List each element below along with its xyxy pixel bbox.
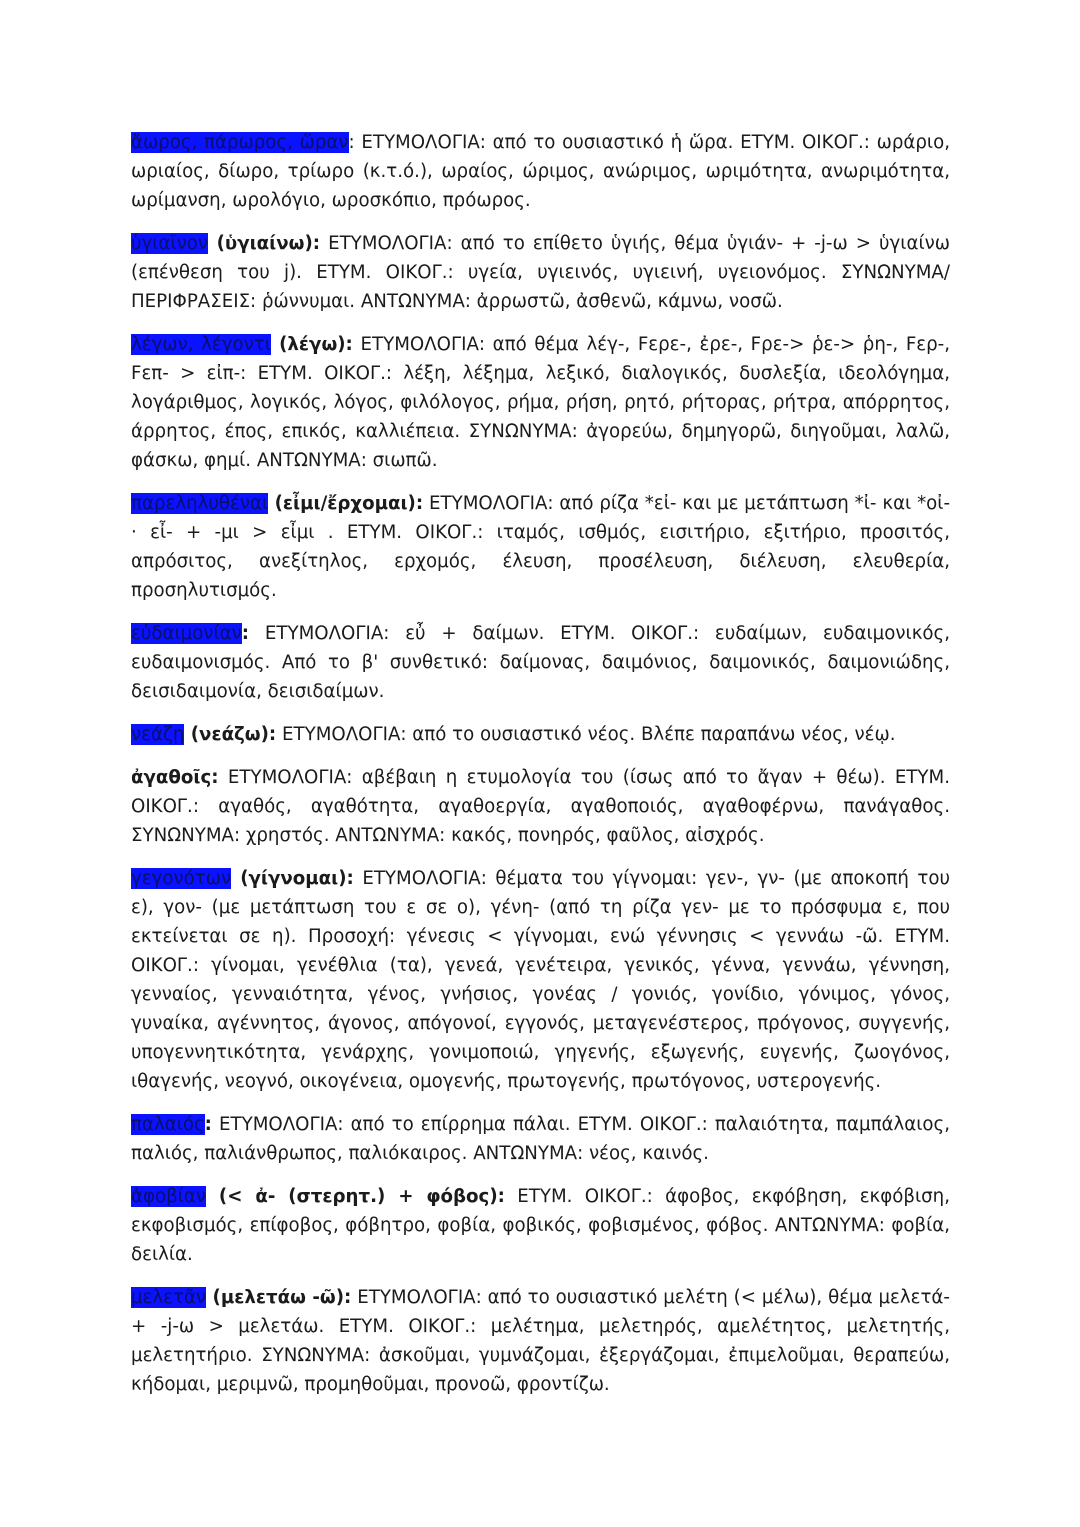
entry-aphobian (131, 1182, 950, 1269)
headword: παρεληλυθέναι (131, 493, 269, 514)
headword: ἀφοβίαν (131, 1186, 207, 1207)
headword: λέγων, λέγοντι (131, 334, 271, 355)
headword-base: (< ἀ- (στερητ.) + φόβος): (206, 1186, 505, 1207)
headword: μελετᾶν (131, 1287, 207, 1308)
entry-text: ΕΤΥΜΟΛΟΓΙΑ: θέματα του γίγνομαι: γεν-, γν- (με αποκοπή του ε), γον- (με μετάπτωση του ε σε ο), γένη- (από τη ρίζα γεν- με το πρόσφυμα ε, που εκτείνεται σε η). Προσοχή: γένεσις < γίγνομαι, ενώ γέννησις < γεννάω -ῶ. ΕΤΥΜ. ΟΙΚΟΓ.: γίνομαι, γενέθλια (τα), γενεά, γενέτειρα, γενικός, γέννα, γεννάω, γέννηση, γενναίος, γενναιότητα, γένος, γνήσιος, γονέας / γονιός, γονίδιο, γόνιμος, γόνος, γυναίκα, αγέννητος, άγονος, απόγονοί, εγγονός, μεταγενέστερος, πρόγονος, συγγενής, υπογεννητικότητα, γενάρχης, γονιμοποιώ, γηγενής, εξωγενής, ευγενής, ζωογόνος, ιθαγενής, νεογνό, οικογένεια, ομογενής, πρωτογενής, πρωτόγονος, υστερογενής. (131, 868, 950, 1092)
entry-gegonoton (131, 864, 950, 1096)
entry-ygiainon (131, 229, 950, 316)
entry-text: ΕΤΥΜΟΛΟΓΙΑ: από θέμα λέγ-, Fερε-, ἐρε-, Fρε-> ῥε-> ῥη-, Fερ-, Fεπ- > εἰπ-: ΕΤΥΜ. ΟΙΚΟΓ.: λέξη, λέξημα, λεξικό, διαλογικός, δυσλεξία, ιδεολόγημα, λογάριθμος, λογικός, λόγος, φιλόλογος, ρήμα, ρήση, ρητό, ρήτορας, ρήτρα, απόρρητος, άρρητος, έπος, επικός, καλλιέπεια. ΣΥΝΩΝΥΜΑ: ἀγορεύω, δημηγορῶ, διηγοῦμαι, λαλῶ, φάσκω, φημί. ΑΝΤΩΝΥΜΑ: σιωπῶ. (131, 334, 951, 471)
headword-base: (εἶμι/ἔρχομαι): (268, 493, 424, 514)
headword-base: (νεάζω): (184, 724, 277, 745)
headword-base: (γίγνομαι): (231, 868, 354, 889)
headword: νεάζῃ (131, 724, 185, 745)
headword-base: (ὑγιαίνω): (208, 233, 321, 254)
entry-text: ΕΤΥΜΟΛΟΓΙΑ: από το ουσιαστικό μελέτη (< μέλω), θέμα μελετά- + -j-ω > μελετάω. ΕΤΥΜ. ΟΙΚΟΓ.: μελέτημα, μελετηρός, αμελέτητος, μελετητής, μελετητήριο. ΣΥΝΩΝΥΜΑ: ἀσκοῦμαι, γυμνάζομαι, ἐξεργάζομαι, ἐπιμελοῦμαι, θεραπεύω, κήδομαι, μεριμνῶ, προμηθοῦμαι, προνοῶ, φροντίζω. (131, 1287, 950, 1395)
headword-base: : (204, 1114, 212, 1135)
entry-text: ΕΤΥΜ. ΟΙΚΟΓ.: άφοβος, εκφόβηση, εκφόβιση, εκφοβισμός, επίφοβος, φόβητρο, φοβία, φοβικός, φοβισμένος, φόβος. ΑΝΤΩΝΥΜΑ: φοβία, δειλία. (131, 1186, 950, 1265)
entry-text: ΕΤΥΜΟΛΟΓΙΑ: από το επίρρημα πάλαι. ΕΤΥΜ. ΟΙΚΟΓ.: παλαιότητα, παμπάλαιος, παλιός, παλιάνθρωπος, παλιόκαιρος. ΑΝΤΩΝΥΜΑ: νέος, καινός. (131, 1114, 950, 1164)
headword-base: ἀγαθοῖς: (131, 767, 219, 788)
entry-aoros (131, 128, 950, 215)
entry-text: : ΕΤΥΜΟΛΟΓΙΑ: από το ουσιαστικό ἡ ὥρα. ΕΤΥΜ. ΟΙΚΟΓ.: ωράριο, ωριαίος, δίωρο, τρίωρο (κ.τ.ό.), ωραίος, ώριμος, ανώριμος, ωριμότητα, ανωριμότητα, ωρίμανση, ωρολόγιο, ωροσκόπιο, πρόωρος. (131, 132, 950, 211)
entry-text: ΕΤΥΜΟΛΟΓΙΑ: από το ουσιαστικό νέος. Βλέπε παραπάνω νέος, νέῳ. (276, 724, 896, 745)
entry-text: ΕΤΥΜΟΛΟΓΙΑ: από το επίθετο ὑγιής, θέμα ὑγιάν- + -j-ω > ὑγιαίνω (επένθεση του j). ΕΤΥΜ. ΟΙΚΟΓ.: υγεία, υγιεινός, υγιεινή, υγειονόμος. ΣΥΝΩΝΥΜΑ/ΠΕΡΙΦΡΑΣΕΙΣ: ῥώννυμαι. ΑΝΤΩΝΥΜΑ: ἀρρωστῶ, ἀσθενῶ, κάμνω, νοσῶ. (131, 233, 950, 312)
entry-meletan (131, 1283, 950, 1399)
headword: παλαιός (131, 1114, 205, 1135)
document-body (131, 128, 950, 1413)
entry-legon (131, 330, 950, 475)
headword-base: (λέγω): (270, 334, 353, 355)
entry-text: ΕΤΥΜΟΛΟΓΙΑ: εὖ + δαίμων. ΕΤΥΜ. ΟΙΚΟΓ.: ευδαίμων, ευδαιμονικός, ευδαιμονισμός. Από το β' συνθετικό: δαίμονας, δαιμόνιος, δαιμονικός, δαιμονιώδης, δεισιδαιμονία, δεισιδαίμων. (131, 623, 950, 702)
entry-agathois (131, 763, 950, 850)
headword: εὐδαιμονίαν (131, 623, 242, 644)
headword: ὑγιαῖνον (131, 233, 209, 254)
entry-eudaimonian (131, 619, 950, 706)
headword-base: : (241, 623, 250, 644)
entry-palaios (131, 1110, 950, 1168)
entry-text: ΕΤΥΜΟΛΟΓΙΑ: από ρίζα *εἰ- και με μετάπτωση *ἰ- και *οἰ- · εἶ- + -μι > εἶμι . ΕΤΥΜ. ΟΙΚΟΓ.: ιταμός, ισθμός, εισιτήριο, εξιτήριο, προσιτός, απρόσιτος, ανεξίτηλος, ερχομός, έλευση, προσέλευση, διέλευση, ελευθερία, προσηλυτισμός. (131, 493, 951, 601)
headword: γεγονότων (131, 868, 232, 889)
entry-parelelythenai (131, 489, 950, 605)
headword: ἄωρος, πάρωρος, ὥραν (131, 132, 349, 153)
entry-neazei (131, 720, 950, 749)
headword-base: (μελετάω -ῶ): (206, 1287, 352, 1308)
entry-text: ΕΤΥΜΟΛΟΓΙΑ: αβέβαιη η ετυμολογία του (ίσως από το ἄγαν + θέω). ΕΤΥΜ. ΟΙΚΟΓ.: αγαθός, αγαθότητα, αγαθοεργία, αγαθοποιός, αγαθοφέρνω, πανάγαθος. ΣΥΝΩΝΥΜΑ: χρηστός. ΑΝΤΩΝΥΜΑ: κακός, πονηρός, φαῦλος, αἰσχρός. (131, 767, 950, 846)
